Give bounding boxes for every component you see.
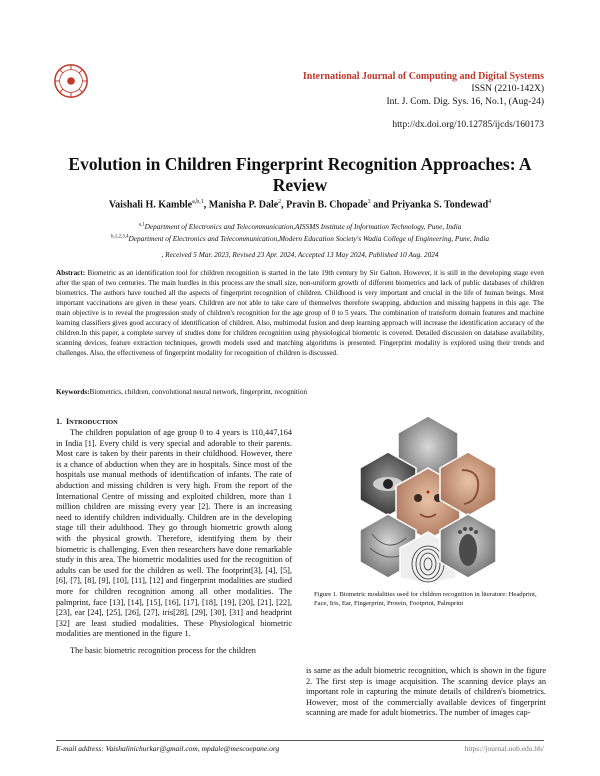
- author-name: Pravin B. Chopade: [286, 199, 368, 211]
- figure-1-caption: Figure 1. Biometric modalities used for children recognition in literature: Headprint, Face, Iris, Ear, Fingerprint, Protein, Footprint, Palmprint: [314, 591, 537, 607]
- right-column-text: is same as the adult biometric recognition, which is shown in the figure 2. The first step is image acquisition. The scanning device plays an important role in capturing the minute details of children's biometrics. However, most of the commercially available devices of fingerprint scanning are made for adult biometrics. The number of images cap-: [306, 666, 546, 718]
- paragraph-2: The basic biometric recognition process for the children: [70, 645, 256, 655]
- affiliation-2-marker: b,1,2,3,4: [111, 234, 129, 240]
- keywords-text: Biometrics, children, convolutional neural network, fingerprint, recognition: [89, 388, 308, 396]
- issn: ISSN (2210-142X): [471, 84, 544, 94]
- paragraph-1: The children population of age group 0 to 4 years is 110,447,164 in India [1]. Every child is very special and adorable to their parents. Most care is taken by their parents in their childhood. However, there is a chance of abduction when they are in hospitals. Since most of the hospitals use manual methods of identification of infants. The rate of abduction and missing children is very high. From the report of the International Centre of missing and exploited children, more than 1 million children are missing every year [2]. There is an increasing need to identify children individually. Children are in the developing stage till their adulthood. They go through biometric growth along with the physical growth. Therefore, identifying them by their biometric is challenging. Even then researchers have done remarkable study in this area. The biometric modalities used for the recognition of adults can be used for the children as well. The footprint[3], [4], [5], [6], [7], [8], [9], [10], [11], [12] and fingerprint modalities are studied more for children recognition among all other modalities. The palmprint, face [13], [14], [15], [16], [17], [18], [19], [20], [21], [22], [23], ear [24], [25], [26], [27], iris[28], [29], [30], [31] and headprint [32] are least studied modalities. These Physiological biometric modalities are mentioned in the figure 1.: [56, 428, 292, 639]
- affiliation-1: [40, 222, 560, 231]
- section-heading: [56, 417, 118, 426]
- author-separator: ,: [281, 199, 287, 211]
- abstract-label: Abstract:: [56, 269, 86, 277]
- abstract-text: Biometric as an identification tool for children recognition is started in the late 19th century by Sir Galton. However, it is still in the developing stage even after the span of two centuries. The main hurdles in this process are the small size, non-uniform growth of different biometrics and lack of public databases of children biometrics. The authors have touched all the aspects of fingerprint recognition of children. Childhood is very important and crucial in the life of human beings. Most important vaccinations are given in these years. Children are not able to take care of themselves therefore swapping, abduction and missing happens in this age. The main objective is to reveal the progression study of children's recognition for the age group of 0 to 5 years. The combination of transform domain features and machine learning classifiers gives good accuracy of identification of children. Also, multimodal fusion and deep learning approach will increase the identification accuracy of the children.In this paper, a complete survey of studies done for children recognition using physiological biometric is covered. Detailed discussion on database availability, scanning devices, feature extraction techniques, growth models used and matching algorithms is presented. Fingerprint modality is explored using their trends and challenges. Also, the effectiveness of fingerprint modality for recognition of children is discussed.: [56, 269, 544, 358]
- abstract: [56, 268, 544, 358]
- author-affiliation-marker: 3: [367, 199, 371, 205]
- author-name: Vaishali H. Kamble: [108, 199, 193, 211]
- section-title-initial: I: [66, 417, 70, 426]
- keywords: [56, 388, 544, 396]
- author-affiliation-marker: a,b,1: [192, 199, 204, 205]
- author-list: [40, 199, 560, 210]
- footer-divider: [56, 740, 544, 741]
- doi-link[interactable]: http://dx.doi.org/10.12785/ijcds/160173: [392, 120, 544, 130]
- journal-citation: Int. J. Com. Dig. Sys. 16, No.1, (Aug-24): [386, 97, 544, 107]
- footer-email: E-mail address: Vaishalinichurkar@gmail.com, mpdale@mescoepune.org: [56, 744, 280, 753]
- author-separator: and: [370, 199, 392, 211]
- author-name: Manisha P. Dale: [208, 199, 279, 211]
- affiliation-2: [40, 234, 560, 243]
- section-number: 1.: [56, 417, 62, 426]
- affiliation-2-text: Department of Electronics and Telecommunication,Modern Education Society's Wadia College of Engineering, Pune, India: [128, 234, 489, 243]
- paper-title: Evolution in Children Fingerprint Recognition Approaches: A Review: [68, 154, 532, 195]
- journal-title: International Journal of Computing and Digital Systems: [302, 71, 544, 82]
- figure-1-image: [350, 414, 506, 586]
- publication-history: , Received 5 Mar. 2023, Revised 23 Apr. 2024, Accepted 13 May 2024, Published 10 Aug. 2024: [161, 250, 439, 259]
- footer-url[interactable]: https://journal.uob.edu.bh/: [464, 744, 544, 753]
- keywords-label: Keywords:: [56, 388, 90, 396]
- author-affiliation-marker: 2: [278, 199, 282, 205]
- affiliation-1-text: Department of Electronics and Telecommunication,AISSMS Institute of Information Technology, Pune, India: [144, 222, 462, 231]
- affiliation-1-marker: a,1: [138, 222, 145, 228]
- section-title-rest: NTRODUCTION: [69, 419, 118, 426]
- left-column: [56, 428, 292, 656]
- university-logo-icon: [52, 62, 90, 100]
- author-name: Priyanka S. Tondewad: [391, 199, 489, 211]
- author-separator: ,: [203, 199, 209, 211]
- author-affiliation-marker: 4: [488, 199, 492, 205]
